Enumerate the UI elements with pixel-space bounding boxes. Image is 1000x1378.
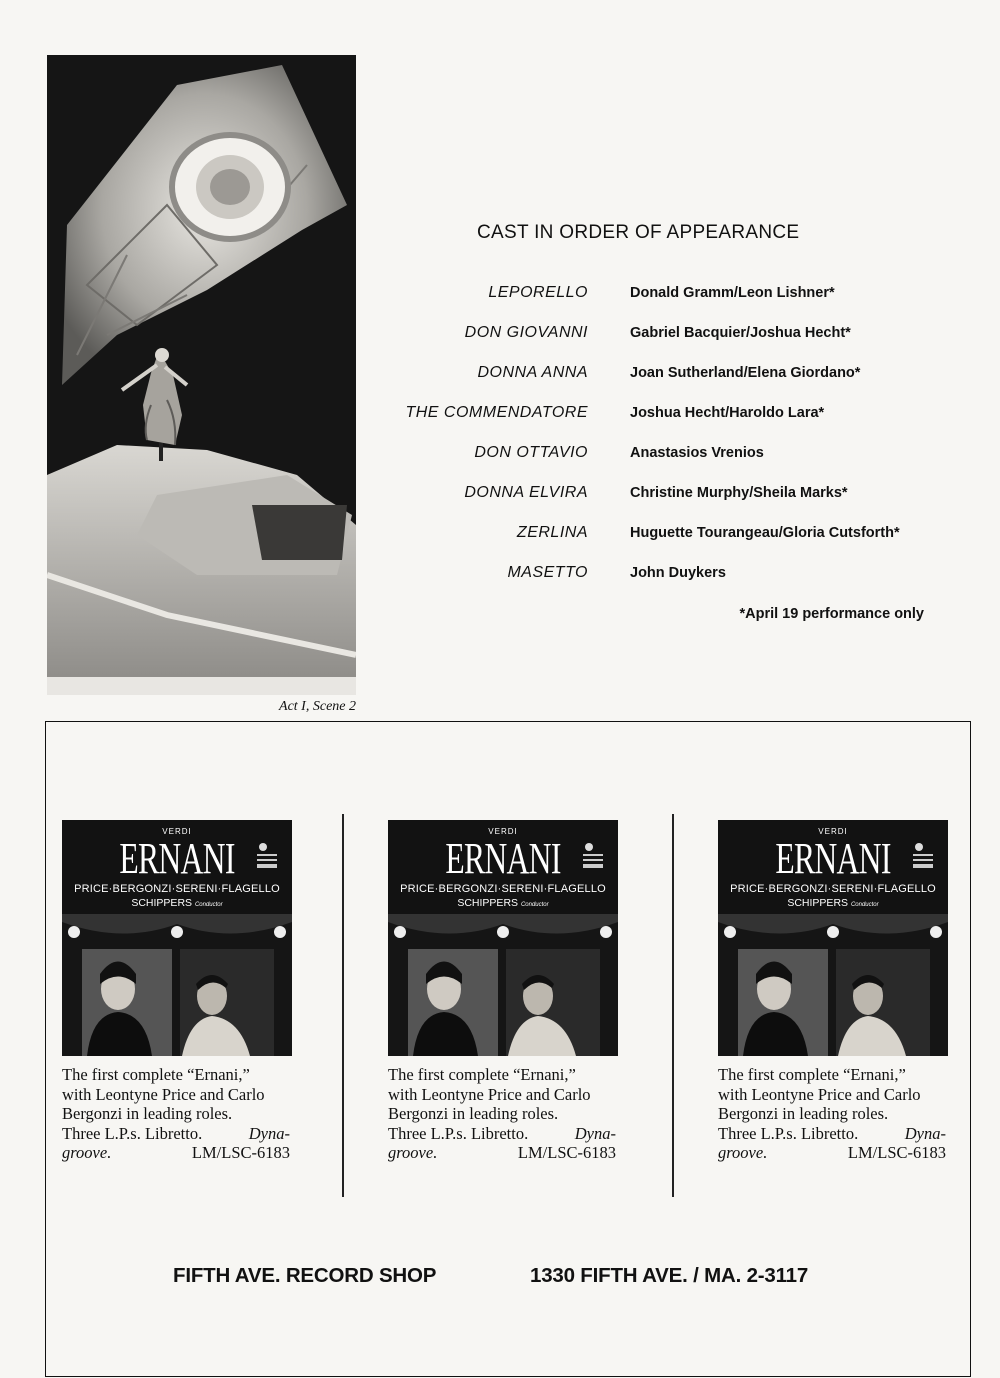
shop-address: 1330 FIFTH AVE. / MA. 2-3117 — [530, 1264, 809, 1287]
catalog-number: LM/LSC-6183 — [517, 1143, 616, 1162]
cast-role: ZERLINA — [516, 524, 588, 541]
cast-row — [380, 564, 980, 604]
album-card — [388, 820, 618, 1163]
rca-victor-logo-icon — [254, 842, 280, 870]
cast-row — [380, 404, 980, 444]
cast-singer: John Duykers — [630, 565, 726, 581]
cast-singer: Joan Sutherland/Elena Giordano* — [630, 365, 861, 381]
cast-role: DONNA ELVIRA — [464, 484, 588, 501]
cast-row — [380, 444, 980, 484]
album-cover — [62, 820, 292, 1056]
cast-singer: Huguette Tourangeau/Gloria Cutsforth* — [630, 525, 900, 541]
album-title: ERNANI — [119, 834, 235, 883]
cast-singer: Joshua Hecht/Haroldo Lara* — [630, 405, 825, 421]
cast-singer: Gabriel Bacquier/Joshua Hecht* — [630, 325, 851, 341]
album-cover — [388, 820, 618, 1056]
album-conductor: SCHIPPERS Conductor — [457, 897, 549, 909]
album-description: The first complete “Ernani,” with Leontyne Price and Carlo Bergonzi in leading roles. Three L.P.s. Libretto. Dyna- groove. LM/LSC-6183 — [388, 1065, 616, 1162]
cast-row — [380, 324, 980, 364]
cast-role: DON OTTAVIO — [474, 444, 588, 461]
record-ad — [45, 721, 971, 1377]
album-performers: PRICE·BERGONZI·SERENI·FLAGELLO — [400, 883, 606, 895]
album-conductor: SCHIPPERS Conductor — [787, 897, 879, 909]
shop-name: FIFTH AVE. RECORD SHOP — [173, 1264, 437, 1287]
cast-row — [380, 284, 980, 324]
album-composer: VERDI — [488, 827, 518, 836]
album-performers: PRICE·BERGONZI·SERENI·FLAGELLO — [74, 883, 280, 895]
album-card — [62, 820, 292, 1163]
cast-role: MASETTO — [507, 564, 588, 581]
album-cover — [718, 820, 948, 1056]
column-divider — [672, 814, 674, 1197]
album-composer: VERDI — [818, 827, 848, 836]
album-cover-art — [388, 914, 618, 1056]
column-divider — [342, 814, 344, 1197]
cast-list — [380, 284, 980, 604]
cast-row — [380, 524, 980, 564]
catalog-number: LM/LSC-6183 — [191, 1143, 290, 1162]
album-cover-art — [718, 914, 948, 1056]
cast-singer: Anastasios Vrenios — [630, 445, 764, 461]
cast-role: THE COMMENDATORE — [405, 404, 588, 421]
cast-title: CAST IN ORDER OF APPEARANCE — [477, 222, 800, 243]
cast-singer: Christine Murphy/Sheila Marks* — [630, 485, 848, 501]
album-card — [718, 820, 948, 1163]
cast-singer: Donald Gramm/Leon Lishner* — [630, 285, 835, 301]
cast-row — [380, 364, 980, 404]
catalog-number: LM/LSC-6183 — [847, 1143, 946, 1162]
cast-footnote: *April 19 performance only — [739, 606, 924, 622]
album-description: The first complete “Ernani,” with Leontyne Price and Carlo Bergonzi in leading roles. Three L.P.s. Libretto. Dyna- groove. LM/LSC-6183 — [718, 1065, 946, 1162]
album-performers: PRICE·BERGONZI·SERENI·FLAGELLO — [730, 883, 936, 895]
album-title: ERNANI — [775, 834, 891, 883]
cast-role: LEPORELLO — [488, 284, 588, 301]
stage-photo — [47, 55, 356, 695]
stage-photo-image — [47, 55, 356, 695]
cast-role: DON GIOVANNI — [464, 324, 588, 341]
album-title: ERNANI — [445, 834, 561, 883]
rca-victor-logo-icon — [580, 842, 606, 870]
rca-victor-logo-icon — [910, 842, 936, 870]
cast-role: DONNA ANNA — [477, 364, 588, 381]
album-description: The first complete “Ernani,” with Leontyne Price and Carlo Bergonzi in leading roles. Three L.P.s. Libretto. Dyna- groove. LM/LSC-6183 — [62, 1065, 290, 1162]
album-cover-art — [62, 914, 292, 1056]
album-composer: VERDI — [162, 827, 192, 836]
album-conductor: SCHIPPERS Conductor — [131, 897, 223, 909]
photo-caption: Act I, Scene 2 — [279, 699, 356, 714]
cast-row — [380, 484, 980, 524]
